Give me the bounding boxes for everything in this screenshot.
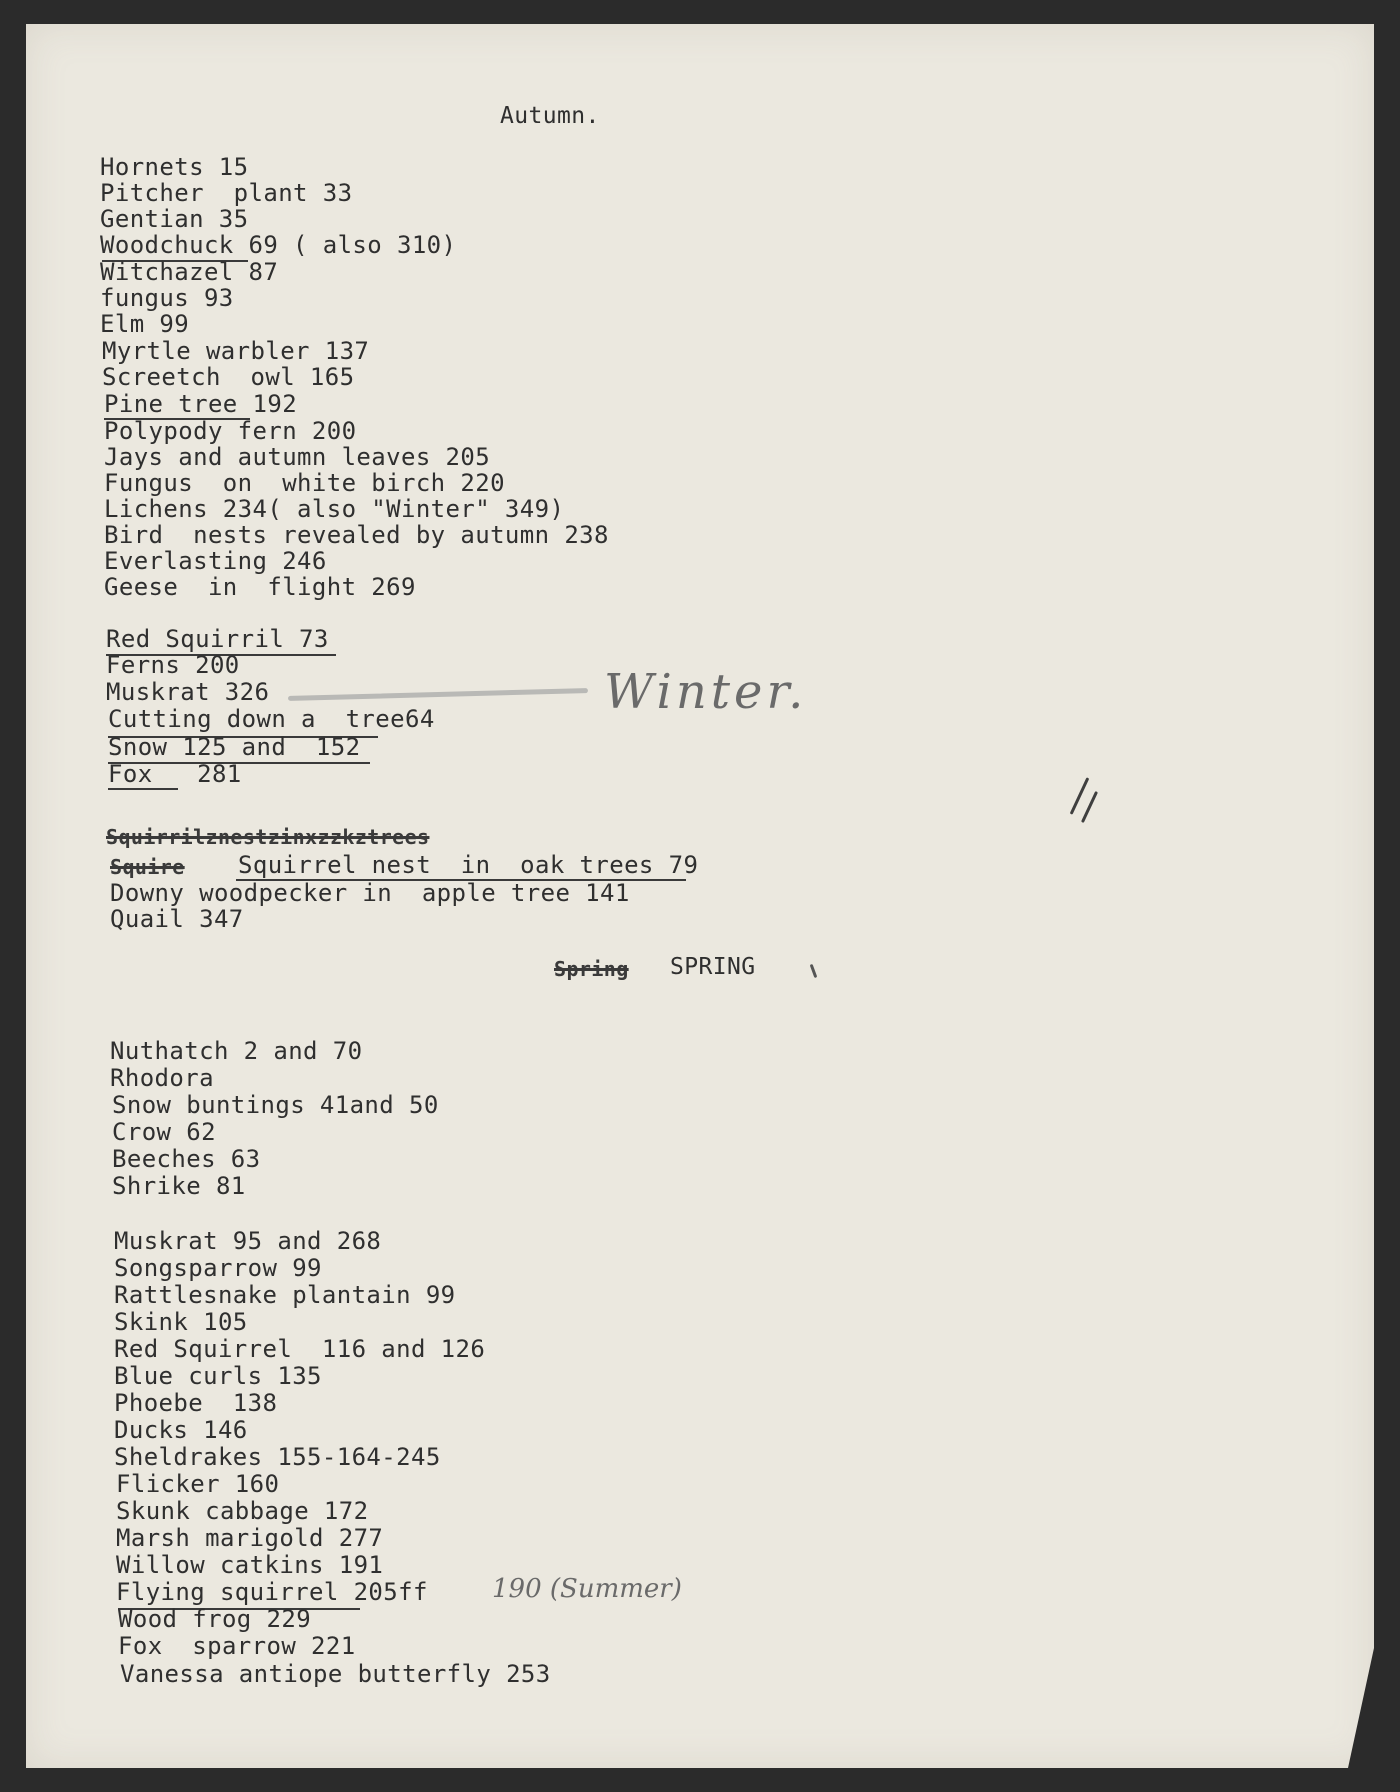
list-item: Marsh marigold 277 — [116, 1524, 384, 1552]
struck-line: Squirrilznestzinxzzkztrees — [106, 825, 430, 849]
list-item: Skunk cabbage 172 — [116, 1497, 369, 1525]
ink-mark — [1081, 791, 1098, 823]
spring-heading: SPRING — [670, 954, 756, 980]
struck-prefix: Squire — [110, 855, 185, 879]
list-item: Everlasting 246 — [104, 547, 327, 575]
list-item: Nuthatch 2 and 70 — [110, 1037, 363, 1065]
list-item: Skink 105 — [114, 1308, 248, 1336]
list-item: Blue curls 135 — [114, 1362, 322, 1390]
list-item: Rattlesnake plantain 99 — [114, 1281, 456, 1309]
list-item: Red Squirril 73 — [106, 625, 329, 653]
list-item: Fox sparrow 221 — [118, 1632, 356, 1660]
list-item: Hornets 15 — [100, 153, 249, 181]
pencil-stroke — [288, 688, 588, 701]
list-item: Muskrat 95 and 268 — [114, 1227, 382, 1255]
list-item: Flicker 160 — [116, 1470, 280, 1498]
list-item: Pitcher plant 33 — [100, 179, 353, 207]
list-item: Quail 347 — [110, 905, 244, 933]
list-item: Fox 281 — [108, 760, 242, 788]
list-item: Cutting down a tree64 — [108, 705, 435, 733]
list-item: Bird nests revealed by autumn 238 — [104, 521, 609, 549]
list-item: Songsparrow 99 — [114, 1254, 322, 1282]
list-item: Jays and autumn leaves 205 — [104, 443, 491, 471]
list-item: Red Squirrel 116 and 126 — [114, 1335, 486, 1363]
underline — [108, 788, 178, 790]
list-item: Downy woodpecker in apple tree 141 — [110, 879, 630, 907]
list-item: Pine tree 192 — [104, 390, 298, 418]
list-item: Wood frog 229 — [118, 1605, 312, 1633]
list-item: Gentian 35 — [100, 205, 249, 233]
ink-mark — [810, 964, 818, 978]
list-item: Muskrat 326 — [106, 678, 270, 706]
struck-heading: Spring — [554, 957, 629, 981]
list-item: Snow buntings 41and 50 — [112, 1091, 439, 1119]
list-item: Geese in flight 269 — [104, 573, 416, 601]
winter-handwritten-label: Winter. — [604, 664, 808, 720]
list-item: Elm 99 — [100, 310, 190, 338]
list-item: fungus 93 — [100, 284, 234, 312]
list-item: Shrike 81 — [112, 1172, 246, 1200]
list-item: Rhodora — [110, 1064, 214, 1092]
list-item: Myrtle warbler 137 — [102, 337, 370, 365]
list-item: Snow 125 and 152 — [108, 733, 361, 761]
document-page — [26, 24, 1374, 1768]
list-item: Sheldrakes 155-164-245 — [114, 1443, 441, 1471]
list-item: Ducks 146 — [114, 1416, 248, 1444]
autumn-heading: Autumn. — [500, 103, 600, 129]
list-item: Crow 62 — [112, 1118, 216, 1146]
list-item: Polypody fern 200 — [104, 417, 357, 445]
list-item: Willow catkins 191 — [116, 1551, 384, 1579]
list-item: Beeches 63 — [112, 1145, 261, 1173]
summer-handwritten-note: 190 (Summer) — [492, 1574, 682, 1604]
list-item: Flying squirrel 205ff — [116, 1578, 428, 1606]
list-item: Lichens 234( also "Winter" 349) — [104, 495, 565, 523]
list-item: Witchazel 87 — [100, 258, 279, 286]
list-item: Vanessa antiope butterfly 253 — [120, 1660, 551, 1688]
list-item: Squirrel nest in oak trees 79 — [238, 851, 699, 879]
list-item: Fungus on white birch 220 — [104, 469, 505, 497]
list-item: Screetch owl 165 — [102, 363, 355, 391]
list-item: Ferns 200 — [106, 651, 240, 679]
list-item: Woodchuck 69 ( also 310) — [100, 231, 457, 259]
list-item: Phoebe 138 — [114, 1389, 278, 1417]
